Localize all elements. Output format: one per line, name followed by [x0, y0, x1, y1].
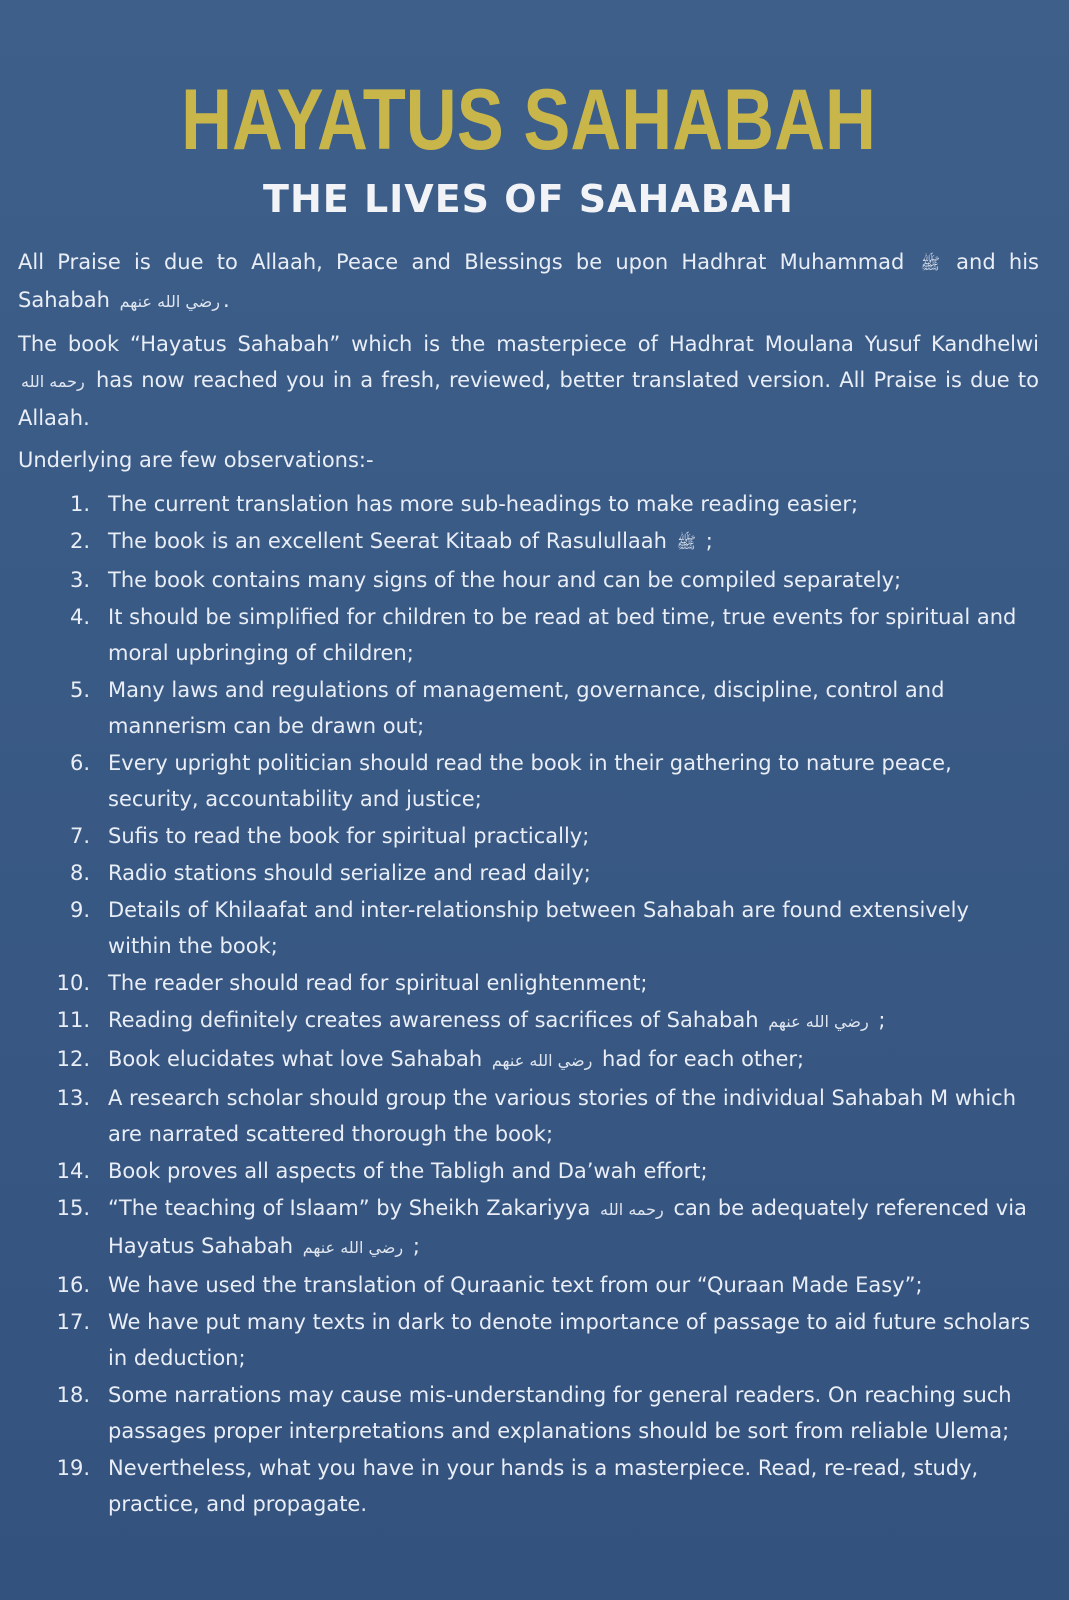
observation-text-part: The book contains many signs of the hour and can be compiled separately; [108, 568, 902, 592]
book-title: HAYATUS SAHABAH [181, 72, 876, 168]
observation-item [18, 1153, 1039, 1189]
observation-number: 15. [56, 1196, 90, 1220]
observation-text-part: The book is an excellent Seerat Kitaab of Rasulullaah [108, 529, 667, 553]
observation-number: 17. [56, 1310, 90, 1334]
cover-text [18, 244, 1039, 1522]
observation-text [108, 1041, 1039, 1079]
observation-text-part: Many laws and regulations of management, governance, discipline, control and mannerism can be drawn out; [108, 678, 945, 738]
observation-item [18, 818, 1039, 854]
honorific-ra: رضي الله عنهم [768, 1012, 869, 1031]
observation-number: 16. [56, 1273, 90, 1297]
observation-text [108, 1450, 1039, 1522]
honorific-saw: ﷺ [676, 533, 696, 552]
observation-text [108, 1267, 1039, 1303]
intro-praise-text-a: All Praise is due to Allaah, Peace and Blessings be upon Hadhrat Muhammad [18, 250, 905, 274]
observation-item [18, 1450, 1039, 1522]
observation-number: 7. [69, 824, 90, 848]
observation-item [18, 1267, 1039, 1303]
honorific-ra: رضي الله عنهم [491, 1051, 593, 1070]
observation-text-part: ; [705, 529, 713, 553]
observation-text-part: The current translation has more sub-headings to make reading easier; [108, 492, 859, 516]
observation-text-part: The reader should read for spiritual enlightenment; [108, 971, 648, 995]
observation-number: 5. [69, 678, 90, 702]
observation-number: 6. [69, 751, 90, 775]
intro-praise-text-c: . [223, 288, 230, 312]
observation-number: 9. [69, 898, 90, 922]
observation-text-part: Some narrations may cause mis-understanding for general readers. On reaching such passages proper interpretations and explanations should be sort from reliable Ulema; [108, 1383, 1012, 1443]
observation-number: 2. [69, 529, 90, 553]
intro-book-text-a: The book “Hayatus Sahabah” which is the masterpiece of Hadhrat Moulana Yusuf Kandhelwi [18, 332, 1039, 356]
observation-item [18, 672, 1039, 744]
observation-text [108, 1080, 1039, 1152]
observation-number: 14. [56, 1159, 90, 1183]
observation-number: 19. [56, 1456, 90, 1480]
observation-number: 11. [56, 1008, 90, 1032]
observation-text-part: “The teaching of Islaam” by Sheikh Zakariyya [108, 1196, 591, 1220]
observation-item [18, 1304, 1039, 1376]
observations-list [18, 486, 1039, 1522]
honorific-ra: رضي الله عنهم [302, 1238, 404, 1257]
observation-text [108, 855, 1039, 891]
observation-text-part: Sufis to read the book for spiritual practically; [108, 824, 590, 848]
observation-text-part: We have put many texts in dark to denote importance of passage to aid future scholars in deduction; [108, 1310, 1031, 1370]
observation-text [108, 486, 1039, 522]
observation-item [18, 965, 1039, 1001]
observation-text-part: ; [878, 1008, 886, 1032]
observation-text-part: It should be simplified for children to be read at bed time, true events for spiritual and moral upbringing of children; [108, 605, 1017, 665]
observation-text-part: A research scholar should group the various stories of the individual Sahabah M which are narrated scattered thorough the book; [108, 1086, 1017, 1146]
honorific-rah: رحمه الله [600, 1200, 664, 1219]
observation-number: 13. [56, 1086, 90, 1110]
observation-item [18, 745, 1039, 817]
observation-text-part: had for each other; [602, 1047, 805, 1071]
observation-item [18, 892, 1039, 964]
honorific-ra: رضي الله عنهم [119, 292, 220, 311]
observation-text [108, 523, 1039, 561]
observation-item [18, 599, 1039, 671]
observation-item [18, 562, 1039, 598]
observation-number: 3. [69, 568, 90, 592]
observation-item [18, 1002, 1039, 1040]
observation-text-part: Details of Khilaafat and inter-relationship between Sahabah are found extensively within the book; [108, 898, 969, 958]
observation-text-part: Book proves all aspects of the Tabligh and Da’wah effort; [108, 1159, 708, 1183]
observations-heading: Underlying are few observations:- [18, 448, 374, 472]
observation-text [108, 562, 1039, 598]
observation-number: 1. [69, 492, 90, 516]
observation-text-part: Nevertheless, what you have in your hands is a masterpiece. Read, re-read, study, practice, and propagate. [108, 1456, 979, 1516]
observation-text-part: We have used the translation of Quraanic text from our “Quraan Made Easy”; [108, 1273, 923, 1297]
observation-text-part: can be adequately referenced via Hayatus Sahabah [108, 1196, 1027, 1258]
observation-number: 4. [69, 605, 90, 629]
observation-item [18, 1041, 1039, 1079]
observation-item [18, 1080, 1039, 1152]
observation-text [108, 1002, 1039, 1040]
observation-text [108, 892, 1039, 964]
observation-item [18, 486, 1039, 522]
observation-text [108, 1190, 1039, 1266]
observation-text-part: Radio stations should serialize and read daily; [108, 861, 591, 885]
observation-text-part: ; [412, 1234, 420, 1258]
observation-item [18, 1377, 1039, 1449]
observation-text [108, 599, 1039, 671]
observation-item [18, 1190, 1039, 1266]
observation-text [108, 1153, 1039, 1189]
intro-praise [18, 244, 1039, 320]
observation-item [18, 855, 1039, 891]
intro-praise-text-b: and his Sahabah [18, 250, 1039, 312]
observation-text [108, 818, 1039, 854]
observation-number: 18. [56, 1383, 90, 1407]
observation-text-part: Reading definitely creates awareness of sacrifices of Sahabah [108, 1008, 759, 1032]
observation-text-part: Book elucidates what love Sahabah [108, 1047, 483, 1071]
observation-text [108, 672, 1039, 744]
honorific-rah: رحمه الله [21, 372, 85, 391]
observation-item [18, 523, 1039, 561]
observation-number: 12. [56, 1047, 90, 1071]
observation-text-part: Every upright politician should read the book in their gathering to nature peace, security, accountability and justice; [108, 751, 952, 811]
honorific-saw: ﷺ [920, 254, 940, 273]
observation-text [108, 965, 1039, 1001]
intro-book [18, 326, 1039, 436]
observation-number: 10. [56, 971, 90, 995]
book-subtitle: THE LIVES OF SAHABAH [263, 177, 794, 221]
observation-text [108, 745, 1039, 817]
observation-number: 8. [69, 861, 90, 885]
observation-text [108, 1304, 1039, 1376]
intro-book-text-b: has now reached you in a fresh, reviewed, better translated version. All Praise is due to Allaah. [18, 368, 1039, 430]
observation-text [108, 1377, 1039, 1449]
